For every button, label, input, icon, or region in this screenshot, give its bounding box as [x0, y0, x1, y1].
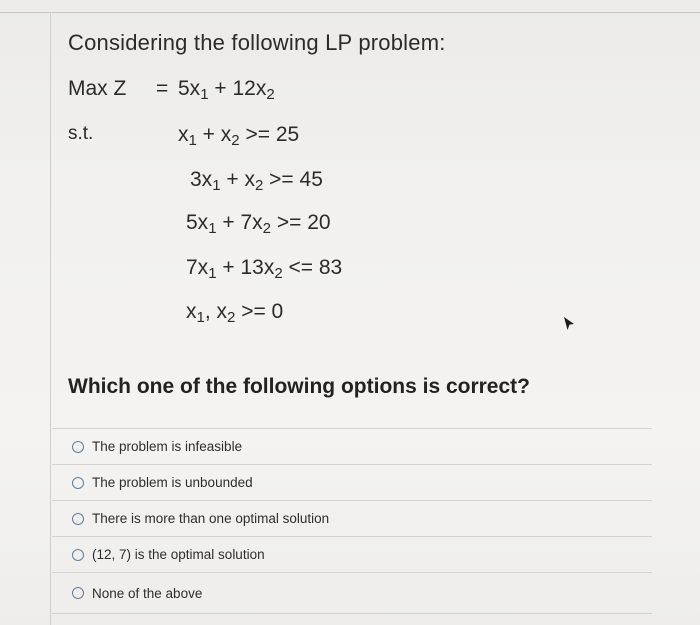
option-label: The problem is infeasible — [92, 439, 243, 454]
option-none-of-the-above[interactable] — [52, 572, 652, 614]
radio-circle-icon[interactable] — [72, 587, 84, 599]
constraint-term: + 7x — [216, 211, 263, 234]
subject-to-label: s.t. — [68, 123, 94, 144]
constraint-term: + x — [220, 168, 255, 191]
constraint-term: x — [178, 123, 189, 146]
option-multiple-optimal[interactable] — [52, 500, 652, 536]
question-text: Which one of the following options is correct? — [68, 375, 530, 398]
constraint-subscript: 2 — [274, 265, 283, 282]
objective-subscript-2: 2 — [266, 86, 275, 103]
constraint-term: x — [186, 300, 197, 323]
constraint-term: , x — [204, 300, 228, 323]
option-label: There is more than one optimal solution — [92, 511, 330, 526]
constraint-subscript: 2 — [231, 132, 240, 149]
constraint-nonnegativity — [186, 300, 283, 324]
objective-plus: + — [208, 77, 233, 100]
option-label: None of the above — [92, 585, 203, 601]
constraint-term: 7x — [186, 256, 209, 279]
constraint-rhs: >= 25 — [239, 123, 300, 146]
page-edge-top — [0, 12, 700, 13]
constraint-subscript: 1 — [188, 132, 197, 149]
mouse-pointer-icon — [562, 316, 576, 332]
constraint-rhs: >= 20 — [271, 211, 331, 234]
page-edge-left — [50, 12, 51, 625]
objective-subscript-1: 1 — [200, 86, 209, 103]
objective-term-2: 12x — [232, 77, 267, 100]
constraint-subscript: 1 — [212, 177, 221, 194]
radio-circle-icon[interactable] — [72, 513, 84, 525]
constraint-subscript: 2 — [262, 220, 271, 237]
radio-circle-icon[interactable] — [72, 477, 84, 489]
constraint-rhs: >= 0 — [235, 300, 284, 323]
constraint-term: 5x — [186, 211, 209, 234]
option-unbounded[interactable] — [52, 464, 652, 500]
objective-label: Max Z — [68, 77, 127, 100]
constraint-term: + x — [196, 123, 232, 146]
constraint-3 — [186, 211, 331, 235]
option-12-7-optimal[interactable] — [52, 536, 652, 572]
constraint-subscript: 1 — [208, 220, 217, 237]
constraint-term: + 13x — [216, 256, 275, 279]
constraint-4 — [186, 256, 342, 280]
option-label: The problem is unbounded — [92, 475, 253, 490]
constraint-subscript: 1 — [196, 309, 205, 326]
constraint-1 — [178, 123, 299, 147]
radio-circle-icon[interactable] — [72, 549, 84, 561]
objective-function — [68, 77, 275, 101]
constraint-term: 3x — [190, 168, 213, 191]
constraint-subscript: 2 — [227, 309, 236, 326]
option-label: (12, 7) is the optimal solution — [92, 547, 265, 562]
constraint-subscript: 2 — [254, 177, 264, 194]
constraint-2 — [190, 168, 323, 192]
constraint-subscript: 1 — [208, 265, 217, 282]
objective-equals: = — [156, 77, 169, 100]
constraint-rhs: >= 45 — [263, 168, 323, 191]
option-infeasible[interactable] — [52, 428, 652, 464]
objective-term-1: 5x — [178, 77, 201, 100]
answer-options — [52, 428, 652, 614]
problem-title: Considering the following LP problem: — [68, 30, 446, 55]
radio-circle-icon[interactable] — [72, 441, 84, 453]
constraint-rhs: <= 83 — [282, 256, 343, 279]
